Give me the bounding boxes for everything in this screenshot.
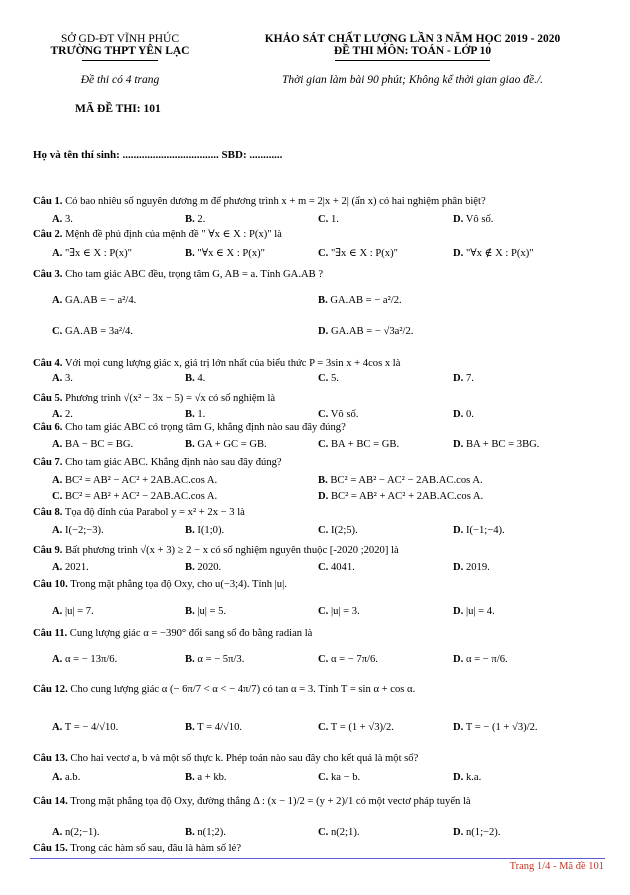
- option-key: C.: [318, 772, 329, 783]
- time-note: Thời gian làm bài 90 phút; Không kể thời gian giao đề./.: [281, 74, 544, 86]
- question-label: Câu 8.: [33, 507, 63, 518]
- option-key: D.: [453, 439, 464, 450]
- question-label: Câu 12.: [33, 684, 68, 695]
- answer-option: [453, 561, 490, 574]
- question-text: Cho tam giác ABC có trọng tâm G, khẳng định nào sau đây đúng?: [62, 422, 346, 433]
- question-10: [33, 578, 287, 591]
- question-text: Cho tam giác ABC đều, trọng tâm G, AB = a. Tính GA.AB ?: [62, 269, 324, 280]
- question-text: Cho tam giác ABC. Khẳng định nào sau đây đúng?: [62, 457, 282, 468]
- answer-option: [318, 438, 399, 451]
- option-text: |u| = 3.: [328, 606, 360, 617]
- title-underline: [335, 60, 490, 61]
- question-label: Câu 13.: [33, 753, 68, 764]
- option-text: |u| = 5.: [194, 606, 227, 617]
- question-text: Cho hai vectơ a, b và một số thực k. Phép toán nào sau đây cho kết quả là một số?: [67, 753, 419, 764]
- question-7: [33, 456, 282, 469]
- option-text: 2.: [62, 409, 73, 420]
- answer-option: [52, 325, 133, 338]
- option-key: B.: [185, 827, 195, 838]
- option-text: α = − 13π/6.: [62, 654, 118, 665]
- answer-option: [318, 372, 339, 385]
- option-text: BC² = AB² − AC² − 2AB.AC.cos A.: [327, 475, 483, 486]
- option-key: A.: [52, 248, 63, 259]
- option-key: D.: [453, 525, 464, 536]
- question-11: [33, 627, 312, 640]
- option-text: BC² = AB² + AC² + 2AB.AC.cos A.: [328, 491, 484, 502]
- option-key: A.: [52, 722, 63, 733]
- answer-option: [185, 524, 224, 537]
- question-label: Câu 7.: [33, 457, 63, 468]
- option-text: GA.AB = − a²/4.: [62, 295, 137, 306]
- option-key: B.: [318, 295, 328, 306]
- option-text: 2019.: [463, 562, 490, 573]
- option-text: 1.: [194, 409, 206, 420]
- answer-option: [52, 438, 133, 451]
- option-text: "∀x ∉ X : P(x)": [463, 248, 534, 259]
- answer-option: [52, 721, 118, 734]
- question-label: Câu 3.: [33, 269, 63, 280]
- option-text: BC² = AB² − AC² + 2AB.AC.cos A.: [62, 475, 218, 486]
- answer-option: [185, 561, 221, 574]
- answer-option: [318, 653, 378, 666]
- option-key: D.: [453, 248, 464, 259]
- school-underline: [82, 60, 158, 61]
- option-key: A.: [52, 562, 63, 573]
- question-label: Câu 4.: [33, 358, 63, 369]
- question-label: Câu 5.: [33, 393, 63, 404]
- answer-option: [52, 561, 89, 574]
- option-text: Vô số.: [328, 409, 359, 420]
- question-15: [33, 842, 241, 855]
- option-text: GA.AB = 3a²/4.: [62, 326, 133, 337]
- option-text: T = (1 + √3)/2.: [328, 722, 394, 733]
- option-key: B.: [185, 409, 195, 420]
- option-key: D.: [453, 606, 464, 617]
- option-key: D.: [453, 562, 464, 573]
- option-text: 7.: [463, 373, 474, 384]
- question-1: [33, 195, 486, 208]
- option-text: a.b.: [62, 772, 81, 783]
- answer-option: [185, 408, 205, 421]
- answer-option: [52, 372, 73, 385]
- question-4: [33, 357, 400, 370]
- option-key: D.: [453, 214, 464, 225]
- exam-code: MÃ ĐỀ THI: 101: [75, 103, 161, 115]
- option-key: C.: [52, 326, 63, 337]
- answer-option: [453, 408, 474, 421]
- option-text: GA + GC = GB.: [194, 439, 267, 450]
- answer-option: [185, 213, 205, 226]
- option-text: a + kb.: [194, 772, 227, 783]
- option-text: "∀x ∈ X : P(x)": [194, 248, 265, 259]
- question-label: Câu 2.: [33, 229, 63, 240]
- answer-option: [453, 826, 500, 839]
- option-text: BA + BC = 3BG.: [463, 439, 540, 450]
- option-text: 2.: [194, 214, 206, 225]
- option-text: BC² = AB² + AC² − 2AB.AC.cos A.: [62, 491, 218, 502]
- question-text: Mệnh đề phủ định của mệnh đề " ∀x ∈ X : P(x)" là: [62, 229, 282, 240]
- question-14: [33, 795, 471, 808]
- answer-option: [318, 408, 358, 421]
- answer-option: [453, 721, 538, 734]
- option-text: T = 4/√10.: [194, 722, 243, 733]
- question-label: Câu 14.: [33, 796, 68, 807]
- option-key: D.: [453, 373, 464, 384]
- answer-option: [453, 372, 474, 385]
- answer-option: [453, 605, 495, 618]
- answer-option: [52, 826, 99, 839]
- answer-option: [318, 561, 355, 574]
- answer-option: [185, 653, 244, 666]
- candidate-info: Họ và tên thí sinh: ................................... SBD: ............: [33, 149, 283, 161]
- option-key: D.: [318, 326, 329, 337]
- answer-option: [453, 524, 505, 537]
- option-text: 3.: [62, 373, 73, 384]
- option-key: A.: [52, 827, 63, 838]
- option-key: C.: [318, 827, 329, 838]
- option-key: C.: [318, 525, 329, 536]
- option-text: I(−1;−4).: [463, 525, 505, 536]
- option-key: B.: [185, 606, 195, 617]
- option-key: B.: [185, 373, 195, 384]
- answer-option: [52, 653, 117, 666]
- option-key: C.: [52, 491, 63, 502]
- option-text: α = − 7π/6.: [328, 654, 378, 665]
- question-3: [33, 268, 323, 281]
- option-key: C.: [318, 722, 329, 733]
- exam-subject: ĐỀ THI MÔN: TOÁN - LỚP 10: [333, 45, 492, 57]
- answer-option: [318, 721, 394, 734]
- answer-option: [52, 524, 104, 537]
- option-text: 2021.: [62, 562, 89, 573]
- question-9: [33, 544, 399, 557]
- option-text: I(2;5).: [328, 525, 358, 536]
- answer-option: [318, 247, 398, 260]
- option-text: n(1;2).: [194, 827, 226, 838]
- option-key: B.: [185, 214, 195, 225]
- option-key: B.: [185, 562, 195, 573]
- option-key: B.: [185, 439, 195, 450]
- question-label: Câu 10.: [33, 579, 68, 590]
- answer-option: [185, 438, 267, 451]
- answer-option: [318, 325, 413, 338]
- answer-option: [185, 372, 205, 385]
- question-text: Cho cung lượng giác α (− 6π/7 < α < − 4π/7) có tan α = 3. Tính T = sin α + cos α.: [67, 684, 416, 695]
- option-text: "∃x ∈ X : P(x)": [62, 248, 132, 259]
- question-8: [33, 506, 245, 519]
- question-6: [33, 421, 346, 434]
- option-text: 3.: [62, 214, 73, 225]
- option-text: ka − b.: [328, 772, 361, 783]
- option-text: GA.AB = − a²/2.: [327, 295, 402, 306]
- option-text: 4.: [194, 373, 206, 384]
- exam-title: KHẢO SÁT CHẤT LƯỢNG LẦN 3 NĂM HỌC 2019 - 2020: [264, 33, 561, 45]
- question-text: Với mọi cung lượng giác x, giá trị lớn nhất của biểu thức P = 3sin x + 4cos x là: [62, 358, 401, 369]
- page-footer: Trang 1/4 - Mã đề 101: [509, 861, 604, 872]
- answer-option: [318, 213, 339, 226]
- answer-option: [52, 605, 94, 618]
- option-key: D.: [453, 772, 464, 783]
- option-text: 2020.: [194, 562, 222, 573]
- option-text: "∃x ∈ X : P(x)": [328, 248, 398, 259]
- option-key: D.: [453, 409, 464, 420]
- option-key: C.: [318, 373, 329, 384]
- answer-option: [318, 605, 360, 618]
- answer-option: [318, 474, 483, 487]
- option-key: A.: [52, 409, 63, 420]
- question-13: [33, 752, 418, 765]
- option-text: Vô số.: [463, 214, 494, 225]
- option-key: B.: [318, 475, 328, 486]
- option-key: A.: [52, 654, 63, 665]
- question-2: [33, 228, 282, 241]
- option-text: 4041.: [328, 562, 355, 573]
- answer-option: [185, 721, 242, 734]
- answer-option: [185, 605, 226, 618]
- answer-option: [52, 771, 80, 784]
- option-text: I(−2;−3).: [62, 525, 104, 536]
- option-text: 1.: [328, 214, 339, 225]
- option-key: A.: [52, 373, 63, 384]
- question-text: Trong mặt phẳng tọa độ Oxy, cho u(−3;4). Tính |u|.: [67, 579, 287, 590]
- question-text: Tọa độ đỉnh của Parabol y = x² + 2x − 3 là: [62, 507, 245, 518]
- question-text: Trong các hàm số sau, đâu là hàm số lẻ?: [67, 843, 242, 854]
- option-text: T = − 4/√10.: [62, 722, 119, 733]
- option-key: B.: [185, 525, 195, 536]
- option-key: C.: [318, 439, 329, 450]
- option-key: D.: [453, 722, 464, 733]
- option-text: GA.AB = − √3a²/2.: [328, 326, 414, 337]
- answer-option: [52, 247, 132, 260]
- question-label: Câu 11.: [33, 628, 68, 639]
- option-key: D.: [318, 491, 329, 502]
- option-key: C.: [318, 606, 329, 617]
- answer-option: [52, 294, 136, 307]
- option-key: B.: [185, 654, 195, 665]
- answer-option: [185, 826, 226, 839]
- option-text: 5.: [328, 373, 339, 384]
- department-name: SỞ GD-ĐT VĨNH PHÚC: [60, 33, 180, 45]
- option-text: n(2;−1).: [62, 827, 100, 838]
- option-key: A.: [52, 525, 63, 536]
- question-text: Bất phương trình √(x + 3) ≥ 2 − x có số nghiệm nguyên thuộc [-2020 ;2020] là: [62, 545, 399, 556]
- option-text: BA − BC = BG.: [62, 439, 134, 450]
- option-key: A.: [52, 475, 63, 486]
- answer-option: [318, 490, 483, 503]
- question-text: Có bao nhiêu số nguyên dương m để phương trình x + m = 2|x + 2| (ẩn x) có hai nghiệm phân biệt?: [62, 196, 486, 207]
- option-key: A.: [52, 439, 63, 450]
- footer-divider: [30, 858, 605, 859]
- answer-option: [52, 213, 73, 226]
- option-key: C.: [318, 562, 329, 573]
- option-key: A.: [52, 772, 63, 783]
- option-text: I(1;0).: [194, 525, 225, 536]
- option-text: 0.: [463, 409, 474, 420]
- answer-option: [318, 294, 402, 307]
- option-text: T = − (1 + √3)/2.: [463, 722, 538, 733]
- school-name: TRƯỜNG THPT YÊN LẠC: [50, 45, 190, 57]
- option-text: α = − π/6.: [463, 654, 508, 665]
- option-text: k.a.: [463, 772, 482, 783]
- option-key: C.: [318, 214, 329, 225]
- answer-option: [318, 826, 360, 839]
- answer-option: [453, 438, 539, 451]
- option-key: A.: [52, 295, 63, 306]
- answer-option: [453, 213, 493, 226]
- option-text: α = − 5π/3.: [194, 654, 245, 665]
- question-text: Phương trình √(x² − 3x − 5) = √x có số nghiệm là: [62, 393, 276, 404]
- option-key: D.: [453, 654, 464, 665]
- option-key: B.: [185, 772, 195, 783]
- answer-option: [318, 524, 358, 537]
- question-text: Cung lượng giác α = −390° đổi sang số đo bằng radian là: [67, 628, 313, 639]
- option-key: C.: [318, 654, 329, 665]
- question-label: Câu 1.: [33, 196, 63, 207]
- option-key: B.: [185, 722, 195, 733]
- question-label: Câu 6.: [33, 422, 63, 433]
- question-label: Câu 9.: [33, 545, 63, 556]
- answer-option: [52, 490, 217, 503]
- answer-option: [453, 771, 481, 784]
- option-key: B.: [185, 248, 195, 259]
- option-text: |u| = 4.: [463, 606, 495, 617]
- answer-option: [453, 247, 534, 260]
- answer-option: [318, 771, 360, 784]
- answer-option: [185, 247, 265, 260]
- option-key: A.: [52, 606, 63, 617]
- question-text: Trong mặt phẳng tọa độ Oxy, đường thẳng Δ : (x − 1)/2 = (y + 2)/1 có một vectơ pháp tuyến là: [67, 796, 471, 807]
- answer-option: [185, 771, 227, 784]
- question-12: [33, 683, 415, 696]
- option-text: n(2;1).: [328, 827, 360, 838]
- option-text: |u| = 7.: [62, 606, 94, 617]
- option-key: D.: [453, 827, 464, 838]
- question-5: [33, 392, 275, 405]
- pages-note: Đề thi có 4 trang: [80, 74, 160, 86]
- option-key: C.: [318, 248, 329, 259]
- option-key: A.: [52, 214, 63, 225]
- answer-option: [453, 653, 508, 666]
- answer-option: [52, 474, 217, 487]
- option-text: BA + BC = GB.: [328, 439, 400, 450]
- option-key: C.: [318, 409, 329, 420]
- answer-option: [52, 408, 73, 421]
- question-label: Câu 15.: [33, 843, 68, 854]
- option-text: n(1;−2).: [463, 827, 501, 838]
